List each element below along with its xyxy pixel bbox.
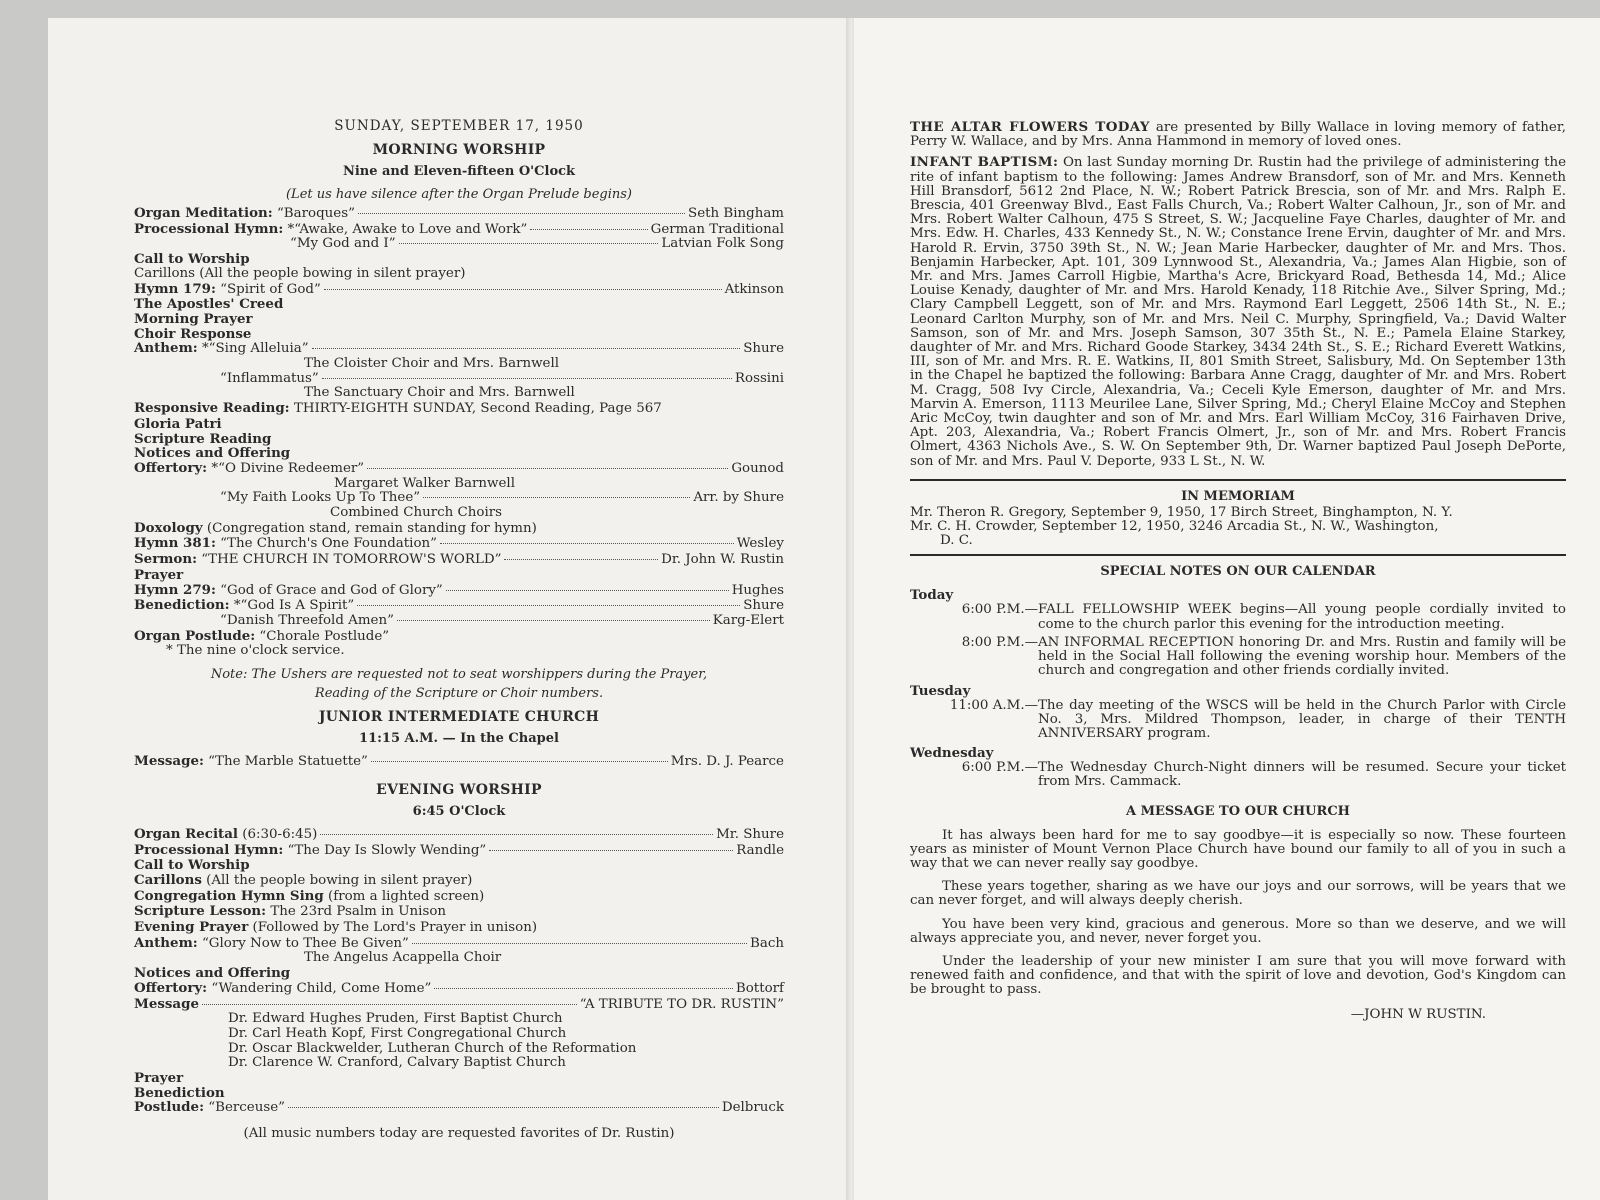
leader-dots — [412, 943, 747, 944]
service-item-title: “Danish Threefold Amen” — [220, 612, 394, 628]
service-item-credit: Dr. John W. Rustin — [661, 552, 784, 568]
calendar-entry-time: 8:00 P.M.— — [961, 634, 1038, 650]
service-item — [134, 521, 784, 537]
service-item-title: *“Sing Alleluia” — [197, 341, 309, 357]
service-item-label: Organ Recital — [134, 825, 238, 842]
service-item-label: Scripture Lesson: — [134, 903, 267, 920]
service-item-label: Anthem: — [134, 340, 198, 357]
service-item — [134, 1027, 784, 1042]
calendar-entry-text: The Wednesday Church-Night dinners will be resumed. Secure your ticket from Mrs. Cammack. — [1038, 760, 1566, 790]
leader-dots — [489, 850, 733, 851]
leader-dots — [440, 543, 734, 544]
service-item-title: “Baroques” — [272, 206, 355, 221]
service-item-label: Notices and Offering — [134, 965, 291, 982]
service-item-title: Combined Church Choirs — [330, 505, 502, 521]
service-item — [134, 386, 784, 401]
service-item-credit: Shure — [743, 341, 784, 357]
in-memoriam-title: IN MEMORIAM — [1181, 488, 1295, 504]
service-item-label: Message — [134, 995, 199, 1012]
service-item-label: Offertory: — [134, 459, 208, 476]
service-item — [134, 614, 784, 629]
service-item-label: Carillons — [134, 871, 202, 888]
service-item-title: “Glory Now to Thee Be Given” — [197, 935, 409, 951]
service-item-title: *“God Is A Spirit” — [229, 598, 355, 614]
service-item-title: “My Faith Looks Up To Thee” — [220, 490, 421, 506]
service-item — [134, 889, 784, 905]
service-item — [134, 491, 784, 506]
silence-note: (Let us have silence after the Organ Prelude begins) — [285, 187, 633, 202]
calendar-day: Wednesday — [910, 745, 994, 762]
leader-dots — [397, 620, 710, 621]
leader-dots — [320, 834, 713, 835]
service-item-title: *“Awake, Awake to Love and Work” — [283, 221, 528, 237]
right-page — [854, 18, 1600, 1200]
service-item — [134, 951, 784, 966]
service-item-credit: “A TRIBUTE TO DR. RUSTIN” — [579, 996, 784, 1012]
service-item-label: Call to Worship — [134, 251, 250, 268]
calendar-entry-text: AN INFORMAL RECEPTION honoring Dr. and Mrs. Rustin and family will be held in the Social Hall following the evening worship hour. Members of the church and congregation and other friends cordially invited. — [1038, 634, 1566, 679]
service-item-credit: Seth Bingham — [688, 206, 784, 221]
service-item-title: “THE CHURCH IN TOMORROW'S WORLD” — [197, 552, 502, 568]
service-item-label: Hymn 279: — [134, 581, 216, 598]
service-item — [134, 873, 784, 889]
service-item — [134, 552, 784, 568]
service-item — [134, 417, 784, 432]
service-item-credit: Arr. by Shure — [693, 490, 784, 506]
service-item — [134, 843, 784, 859]
service-item — [134, 461, 784, 477]
message-body — [910, 829, 1566, 998]
service-item-title: Dr. Clarence W. Cranford, Calvary Baptist Church — [228, 1055, 566, 1071]
service-item — [134, 312, 784, 327]
service-item — [134, 598, 784, 614]
leader-dots — [202, 1004, 577, 1005]
service-item — [134, 206, 784, 222]
calendar-entry-text: The day meeting of the WSCS will be held in the Church Parlor with Circle No. 3, Mrs. Mildred Thompson, leader, in charge of their TENTH ANNIVERSARY program. — [1038, 697, 1566, 741]
calendar-entry-time: 11:00 A.M.— — [949, 697, 1038, 713]
service-item-label: Hymn 381: — [134, 535, 216, 552]
service-item-title: (6:30-6:45) — [238, 826, 318, 842]
service-item — [134, 237, 784, 252]
evening-worship-time: 6:45 O'Clock — [412, 803, 506, 819]
leader-dots — [324, 289, 722, 290]
service-item-label: Gloria Patri — [134, 415, 222, 432]
service-item-title: “Inflammatus” — [220, 370, 319, 386]
service-item-credit: Karg-Elert — [712, 612, 784, 628]
service-item — [134, 981, 784, 997]
service-item-label: Postlude: — [134, 1099, 205, 1116]
leader-dots — [371, 761, 668, 762]
service-item — [134, 827, 784, 843]
service-item — [134, 1042, 784, 1057]
service-item-credit: Bach — [750, 935, 784, 951]
morning-worship-title: MORNING WORSHIP — [372, 142, 546, 158]
service-item-credit: Mr. Shure — [716, 826, 784, 842]
leader-dots — [530, 229, 647, 230]
service-item — [134, 267, 784, 282]
closing-note: (All music numbers today are requested favorites of Dr. Rustin) — [243, 1126, 675, 1142]
section-divider — [910, 554, 1566, 556]
message-title: A MESSAGE TO OUR CHURCH — [1126, 803, 1350, 819]
morning-order-of-service — [134, 206, 784, 659]
evening-worship-title: EVENING WORSHIP — [376, 781, 542, 798]
service-item — [134, 629, 784, 645]
service-item — [134, 536, 784, 552]
evening-order-of-service — [134, 827, 784, 1116]
junior-message-title: “The Marble Statuette” — [203, 754, 368, 770]
service-item-title: The Angelus Acappella Choir — [304, 950, 502, 966]
memoriam-entry: Mr. C. H. Crowder, September 12, 1950, 3246 Arcadia St., N. W., Washington, — [910, 519, 1439, 535]
leader-dots — [288, 1107, 719, 1108]
service-item-label: The Apostles' Creed — [134, 296, 284, 313]
service-item-label: Doxology — [134, 519, 203, 536]
message-paragraph: Under the leadership of your new minister I am sure that you will move forward with renewed faith and confidence, and that with the spirit of love and devotion, God's Kingdom can be brought to pass. — [910, 953, 1566, 998]
service-item — [134, 858, 784, 873]
service-item — [134, 920, 784, 936]
service-item-credit: German Traditional — [650, 221, 784, 237]
service-item — [134, 997, 784, 1013]
service-item-title: The 23rd Psalm in Unison — [266, 904, 447, 920]
altar-flowers-text: are presented by Billy Wallace in loving memory of father, Perry W. Wallace, and by Mrs. Anna Hammond in memory of loved ones. — [910, 120, 1567, 150]
service-item-credit: Bottorf — [735, 980, 784, 996]
service-item-label: Notices and Offering — [134, 445, 291, 462]
leader-dots — [399, 243, 659, 244]
calendar-entry-time: 6:00 P.M.— — [961, 760, 1038, 776]
service-item-label: Choir Response — [134, 325, 252, 342]
message-paragraph: It has always been hard for me to say goodbye—it is especially so now. These fourteen years as minister of Mount Vernon Place Church have bound our family to all of you in such a way that we can never really say goodbye. — [910, 827, 1566, 871]
service-item-credit: Wesley — [736, 536, 784, 552]
service-item — [134, 644, 784, 659]
service-item-label: Hymn 179: — [134, 280, 216, 297]
service-item — [134, 583, 784, 599]
service-item-label: Responsive Reading: — [134, 400, 290, 417]
service-item-label: Benediction — [134, 1084, 225, 1101]
leader-dots — [322, 378, 732, 379]
service-item-label: Processional Hymn: — [134, 841, 284, 858]
service-item — [134, 506, 784, 521]
service-item-label: Call to Worship — [134, 857, 250, 874]
service-item-label: Evening Prayer — [134, 919, 249, 936]
leader-dots — [367, 468, 728, 469]
service-item-label: Congregation Hymn Sing — [134, 887, 324, 904]
service-item — [134, 372, 784, 387]
service-item-title: *“O Divine Redeemer” — [207, 460, 365, 476]
junior-message-speaker: Mrs. D. J. Pearce — [670, 754, 784, 770]
service-item-title: Carillons (All the people bowing in silent prayer) — [134, 265, 466, 281]
message-paragraph: You have been very kind, gracious and generous. More so than we deserve, and we will always appreciate you, and never, never forget you. — [910, 916, 1566, 946]
service-item — [134, 297, 784, 312]
junior-church-time: 11:15 A.M. — In the Chapel — [359, 731, 559, 747]
service-item — [134, 252, 784, 267]
service-item — [134, 477, 784, 492]
service-item-title: * The nine o'clock service. — [166, 643, 345, 659]
service-item-title: (All the people bowing in silent prayer) — [201, 872, 473, 888]
signature: —JOHN W RUSTIN. — [1350, 1006, 1486, 1022]
calendar-entry — [910, 603, 1566, 631]
leader-dots — [504, 559, 658, 560]
message-paragraph: These years together, sharing as we have our joys and our sorrows, will be years that we can never forget, and will always deeply cherish. — [910, 879, 1566, 909]
service-item — [134, 1071, 784, 1086]
service-item-label: Anthem: — [134, 934, 198, 951]
service-item-title: “Wandering Child, Come Home” — [207, 980, 432, 996]
service-item-title: “Chorale Postlude” — [255, 628, 390, 644]
leader-dots — [357, 605, 740, 606]
service-item — [134, 1086, 784, 1101]
service-item-credit: Gounod — [731, 460, 784, 476]
junior-church-title: JUNIOR INTERMEDIATE CHURCH — [318, 709, 600, 726]
calendar-title: SPECIAL NOTES ON OUR CALENDAR — [1100, 564, 1376, 580]
service-item-title: Dr. Edward Hughes Pruden, First Baptist Church — [228, 1011, 563, 1027]
service-item — [134, 222, 784, 238]
service-item — [134, 432, 784, 447]
service-item-credit: Shure — [743, 598, 784, 614]
service-item-label: Benediction: — [134, 597, 230, 614]
service-item — [134, 1100, 784, 1116]
calendar-day: Tuesday — [910, 682, 971, 699]
infant-baptism-paragraph — [910, 155, 1566, 468]
left-page — [48, 18, 848, 1200]
service-item-label: Scripture Reading — [134, 430, 272, 447]
leader-dots — [446, 590, 729, 591]
memoriam-entry: Mr. Theron R. Gregory, September 9, 1950, 17 Birch Street, Binghampton, N. Y. — [910, 504, 1453, 520]
service-item-title: THIRTY-EIGHTH SUNDAY, Second Reading, Page 567 — [289, 401, 662, 417]
service-item-label: Morning Prayer — [134, 310, 253, 327]
service-item — [134, 357, 784, 372]
service-item-title: “The Church's One Foundation” — [215, 536, 437, 552]
service-item-title: (from a lighted screen) — [323, 888, 485, 904]
morning-worship-time: Nine and Eleven-fifteen O'Clock — [342, 164, 576, 179]
service-item-credit: Atkinson — [724, 281, 784, 297]
service-item-credit: Randle — [736, 842, 784, 858]
junior-message-row — [134, 754, 784, 770]
service-item-title: The Sanctuary Choir and Mrs. Barnwell — [304, 385, 575, 401]
ushers-note-line2: Reading of the Scripture or Choir numbers. — [314, 686, 604, 702]
leader-dots — [312, 348, 741, 349]
infant-baptism-heading: INFANT BAPTISM: — [910, 154, 1059, 171]
calendar-list — [910, 587, 1566, 789]
service-item-credit: Delbruck — [721, 1100, 784, 1116]
service-date: SUNDAY, SEPTEMBER 17, 1950 — [334, 118, 584, 134]
altar-flowers-heading: THE ALTAR FLOWERS TODAY — [910, 119, 1150, 135]
service-item — [134, 568, 784, 583]
service-item-label: Processional Hymn: — [134, 220, 284, 237]
service-item-title: (Followed by The Lord's Prayer in unison) — [248, 920, 538, 936]
calendar-entry-time: 6:00 P.M.— — [961, 602, 1038, 618]
service-item-label: Organ Meditation: — [134, 205, 273, 221]
service-item-title: “Berceuse” — [204, 1100, 285, 1116]
service-item-title: (Congregation stand, remain standing for hymn) — [202, 520, 537, 536]
leader-dots — [358, 213, 685, 214]
calendar-entry — [910, 761, 1566, 789]
service-item-label: Sermon: — [134, 551, 198, 568]
service-item-label: Prayer — [134, 1070, 184, 1087]
service-item — [134, 446, 784, 461]
service-item — [134, 936, 784, 952]
service-item-credit: Hughes — [731, 582, 784, 598]
calendar-day: Today — [910, 587, 954, 604]
service-item-credit: Latvian Folk Song — [661, 236, 784, 252]
service-item — [134, 327, 784, 342]
section-divider — [910, 479, 1566, 481]
service-item-title: “The Day Is Slowly Wending” — [283, 842, 487, 858]
service-item-title: Dr. Carl Heath Kopf, First Congregational Church — [228, 1025, 567, 1041]
service-item-title: Dr. Oscar Blackwelder, Lutheran Church of the Reformation — [228, 1040, 637, 1056]
ushers-note-line1: Note: The Ushers are requested not to seat worshippers during the Prayer, — [210, 667, 708, 683]
calendar-entry — [910, 636, 1566, 679]
service-item-credit: Rossini — [734, 370, 784, 386]
service-item-title: The Cloister Choir and Mrs. Barnwell — [304, 356, 560, 372]
service-item-title: Margaret Walker Barnwell — [334, 475, 515, 491]
altar-flowers-paragraph — [910, 120, 1566, 149]
service-item-title: “Spirit of God” — [215, 281, 321, 297]
service-item — [134, 282, 784, 298]
infant-baptism-text: On last Sunday morning Dr. Rustin had the privilege of administering the rite of infant baptism to the following: James Andrew Bransdorf, son of Mr. and Mrs. Kenneth Hill Bransdorf, 5612 2nd Place, N. W.; Robert Patrick Brescia, son of Mr. and Mrs. Ralph E. Brescia, 401 Greenway Blvd., East Falls Church, Va.; Robert Walter Calhoun, Jr., son of Mr. and Mrs. Robert Walter Calhoun, 475 S Street, S. W.; Jacqueline Faye Charles, daughter of Mr. and Mrs. Edw. H. Charles, 433 Kennedy St., N. W.; Constance Irene Ervin, daughter of Mr. and Mrs. Harold R. Ervin, 3750 39th St., N. W.; Jean Marie Harbecker, daughter of Mr. and Mrs. Thos. Benjamin Harbecker, Apt. 101, 309 Lynnwood St., Alexandria, Va.; James Alan Higbie, son of Mr. and Mrs. James Carroll Higbie, Martha's Acre, Brickyard Road, Bethesda 14, Md.; Alice Louise Kenady, daughter of Mr. and Mrs. Harold Kenady, 118 Ritchie Ave., Silver Spring, Md.; Clary Campbell Leggett, son of Mr. and Mrs. Raymond Earl Leggett, 2506 14th St., N. E.; Leonard Carlton Murphy, son of Mr. and Mrs. Neil C. Murphy, Springfield, Va.; David Walter Samson, son of Mr. and Mrs. Joseph Samson, 307 35th St., N. E.; Pamela Elaine Starkey, daughter of Mr. and Mrs. Richard Goode Starkey, 3434 24th St., S. E.; Richard Everett Watkins, III, son of Mr. and Mrs. R. E. Watkins, II, 801 Smith Street, Salisbury, Md. On September 13th in the Chapel he baptized the following: Barbara Anne Cragg, daughter of Mr. and Mrs. Robert M. Cragg, 508 Ivy Circle, Alexandria, Va.; Ceceli Kyle Emerson, daughter of Mr. and Mrs. Marvin A. Emerson, 1113 Meurilee Lane, Silver Spring, Md.; Cheryl Elaine McCoy and Stephen Aric McCoy, twin daughter and son of Mr. and Mrs. Earl William McCoy, 316 Fairhaven Drive, Apt. 203, Alexandria, Va.; Robert Francis Olmert, Jr., son of Mr. and Mrs. Robert Francis Olmert, 4363 Nichols Ave., S. W. On September 9th, Dr. Warner baptized Paul Joseph DePorte, son of Mr. and Mrs. Paul V. Deporte, 933 L St., N. W. — [910, 155, 1567, 469]
calendar-entry-text: FALL FELLOWSHIP WEEK begins—All young people cordially invited to come to the church parlor this evening for the introduction meeting. — [1038, 602, 1566, 632]
service-item-title: “My God and I” — [290, 236, 396, 252]
service-item — [134, 904, 784, 920]
service-item — [134, 1012, 784, 1027]
leader-dots — [423, 497, 690, 498]
service-item-label: Organ Postlude: — [134, 627, 256, 644]
service-item — [134, 966, 784, 981]
memoriam-entry-continued: D. C. — [940, 533, 973, 549]
service-item-label: Offertory: — [134, 979, 208, 996]
service-item-title: “God of Grace and God of Glory” — [215, 582, 443, 598]
service-item-label: Prayer — [134, 566, 184, 583]
junior-message-label: Message: — [134, 753, 204, 770]
service-item — [134, 401, 784, 417]
service-item — [134, 341, 784, 357]
service-item — [134, 1056, 784, 1071]
leader-dots — [434, 988, 733, 989]
calendar-entry — [910, 699, 1566, 742]
